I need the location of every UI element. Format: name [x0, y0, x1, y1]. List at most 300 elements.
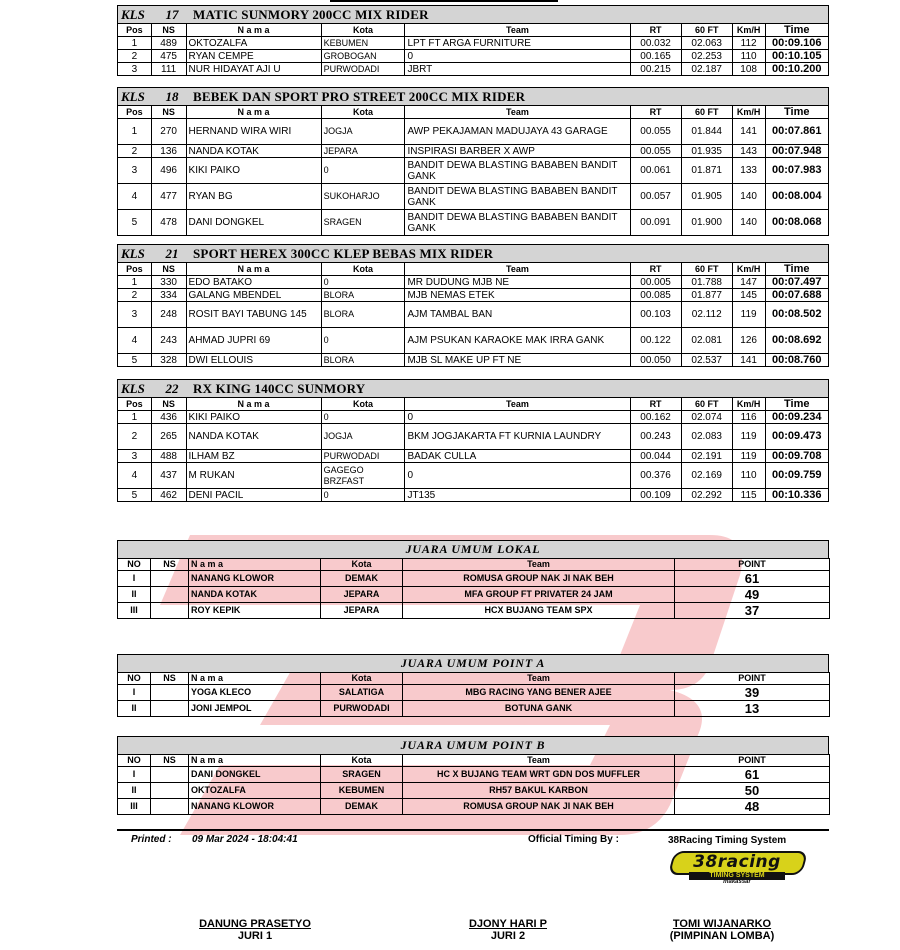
col-header-no: NO — [118, 559, 151, 571]
cell-ns: 437 — [151, 463, 186, 489]
racing-logo — [671, 851, 803, 885]
col-header-kota: Kota — [321, 755, 403, 767]
cell-time: 00:09.708 — [765, 450, 828, 463]
cell-point: 48 — [675, 799, 830, 815]
cell-ns — [151, 767, 189, 783]
cell-pos: 4 — [118, 463, 152, 489]
cell-nama: DWI ELLOUIS — [186, 354, 321, 367]
cell-ft: 01.935 — [681, 145, 732, 158]
table-row — [118, 210, 829, 236]
cell-ns: 462 — [151, 489, 186, 502]
cell-team: BANDIT DEWA BLASTING BABABEN BANDIT GANK — [405, 210, 630, 236]
table-header-row — [118, 398, 829, 411]
cell-time: 00:09.106 — [765, 37, 828, 50]
cell-team: BANDIT DEWA BLASTING BABABEN BANDIT GANK — [405, 184, 630, 210]
cell-nama: KIKI PAIKO — [186, 158, 321, 184]
cell-no: II — [118, 783, 151, 799]
table-row — [118, 411, 829, 424]
cell-ns — [151, 587, 189, 603]
class-block-3 — [117, 379, 829, 502]
col-header-nama: N a m a — [189, 755, 321, 767]
cell-kmh: 108 — [732, 63, 765, 76]
table-row — [118, 63, 829, 76]
cell-ns — [151, 799, 189, 815]
summary-title: JUARA UMUM POINT B — [117, 736, 829, 754]
cell-kota: JOGJA — [321, 424, 405, 450]
cell-ns: 111 — [151, 63, 186, 76]
cell-point: 39 — [675, 685, 830, 701]
cell-team: MJB NEMAS ETEK — [405, 289, 630, 302]
cell-kota: 0 — [321, 328, 405, 354]
cell-pos: 2 — [118, 50, 152, 63]
cell-team: BADAK CULLA — [405, 450, 630, 463]
table-row — [118, 328, 829, 354]
cell-nama: NANANG KLOWOR — [189, 799, 321, 815]
cell-kota: DEMAK — [321, 799, 403, 815]
cell-point: 13 — [675, 701, 830, 717]
cell-team: HC X BUJANG TEAM WRT GDN DOS MUFFLER — [403, 767, 675, 783]
col-header-kmh: Km/H — [732, 106, 765, 119]
signature-juri-2 — [408, 918, 608, 942]
summary-table — [117, 754, 830, 815]
cell-ft: 02.112 — [681, 302, 732, 328]
cell-team: INSPIRASI BARBER X AWP — [405, 145, 630, 158]
col-header-kota: Kota — [321, 263, 405, 276]
cell-pos: 5 — [118, 489, 152, 502]
cell-rt: 00.085 — [630, 289, 681, 302]
table-row — [118, 783, 830, 799]
cell-ns: 330 — [151, 276, 186, 289]
cell-kmh: 110 — [732, 50, 765, 63]
cell-nama: ILHAM BZ — [186, 450, 321, 463]
col-header-ft: 60 FT — [681, 398, 732, 411]
cell-kota: SRAGEN — [321, 767, 403, 783]
col-header-ft: 60 FT — [681, 106, 732, 119]
col-header-ns: NS — [151, 24, 186, 37]
cell-time: 00:07.948 — [765, 145, 828, 158]
summary-title: JUARA UMUM LOKAL — [117, 540, 829, 558]
cell-ns: 270 — [151, 119, 186, 145]
timing-system-name: 38Racing Timing System — [668, 835, 787, 846]
col-header-nama: N a m a — [186, 398, 321, 411]
cell-pos: 4 — [118, 184, 152, 210]
col-header-kmh: Km/H — [732, 398, 765, 411]
cell-time: 00:07.861 — [765, 119, 828, 145]
cell-time: 00:08.004 — [765, 184, 828, 210]
col-header-team: Team — [405, 263, 630, 276]
cell-ft: 01.844 — [681, 119, 732, 145]
cell-rt: 00.215 — [630, 63, 681, 76]
cell-kmh: 110 — [732, 463, 765, 489]
cell-nama: ROSIT BAYI TABUNG 145 — [186, 302, 321, 328]
cell-nama: ROY KEPIK — [189, 603, 321, 619]
col-header-time: Time — [765, 24, 828, 37]
summary-block-2 — [117, 736, 829, 815]
cell-kmh: 140 — [732, 184, 765, 210]
table-row — [118, 37, 829, 50]
cell-kmh: 141 — [732, 354, 765, 367]
cell-pos: 4 — [118, 328, 152, 354]
top-rule — [330, 0, 558, 2]
cell-kota: SUKOHARJO — [321, 184, 405, 210]
class-title: BEBEK DAN SPORT PRO STREET 200CC MIX RIDER — [193, 88, 526, 104]
results-table — [117, 23, 829, 76]
class-header — [117, 379, 829, 397]
class-number: 17 — [165, 6, 179, 22]
cell-kmh: 119 — [732, 450, 765, 463]
col-header-ns: NS — [151, 398, 186, 411]
class-title: MATIC SUNMORY 200CC MIX RIDER — [193, 6, 429, 22]
results-table — [117, 262, 829, 367]
col-header-nama: N a m a — [189, 559, 321, 571]
col-header-rt: RT — [630, 398, 681, 411]
cell-pos: 2 — [118, 289, 152, 302]
cell-ns: 248 — [151, 302, 186, 328]
cell-ft: 01.900 — [681, 210, 732, 236]
cell-team: MBG RACING YANG BENER AJEE — [403, 685, 675, 701]
cell-kmh: 115 — [732, 489, 765, 502]
cell-kmh: 119 — [732, 424, 765, 450]
summary-title: JUARA UMUM POINT A — [117, 654, 829, 672]
class-title: SPORT HEREX 300CC KLEP BEBAS MIX RIDER — [193, 245, 494, 261]
cell-nama: AHMAD JUPRI 69 — [186, 328, 321, 354]
table-header-row — [118, 559, 830, 571]
cell-rt: 00.103 — [630, 302, 681, 328]
cell-rt: 00.165 — [630, 50, 681, 63]
cell-time: 00:10.200 — [765, 63, 828, 76]
signature-juri-1 — [155, 918, 355, 942]
cell-ns: 496 — [151, 158, 186, 184]
col-header-kmh: Km/H — [732, 24, 765, 37]
table-row — [118, 685, 830, 701]
cell-no: II — [118, 587, 151, 603]
cell-kota: JEPARA — [321, 145, 405, 158]
cell-nama: RYAN BG — [186, 184, 321, 210]
signature-role: JURI 2 — [490, 930, 526, 942]
cell-team: MJB SL MAKE UP FT NE — [405, 354, 630, 367]
cell-rt: 00.044 — [630, 450, 681, 463]
cell-kota: GROBOGAN — [321, 50, 405, 63]
cell-ns — [151, 685, 189, 701]
cell-ns — [151, 783, 189, 799]
cell-kota: JEPARA — [321, 603, 403, 619]
cell-nama: NUR HIDAYAT AJI U — [186, 63, 321, 76]
cell-point: 37 — [675, 603, 830, 619]
cell-pos: 1 — [118, 119, 152, 145]
col-header-kmh: Km/H — [732, 263, 765, 276]
cell-time: 00:10.336 — [765, 489, 828, 502]
cell-time: 00:08.692 — [765, 328, 828, 354]
cell-kota: 0 — [321, 158, 405, 184]
cell-kota: DEMAK — [321, 571, 403, 587]
table-row — [118, 799, 830, 815]
col-header-kota: Kota — [321, 398, 405, 411]
cell-ns: 328 — [151, 354, 186, 367]
cell-ft: 02.191 — [681, 450, 732, 463]
cell-ft: 02.253 — [681, 50, 732, 63]
cell-team: AWP PEKAJAMAN MADUJAYA 43 GARAGE — [405, 119, 630, 145]
cell-point: 49 — [675, 587, 830, 603]
cell-nama: DANI DONGKEL — [189, 767, 321, 783]
cell-pos: 3 — [118, 302, 152, 328]
table-header-row — [118, 263, 829, 276]
cell-time: 00:07.688 — [765, 289, 828, 302]
cell-no: I — [118, 571, 151, 587]
cell-rt: 00.055 — [630, 119, 681, 145]
class-title: RX KING 140CC SUNMORY — [193, 380, 366, 396]
signature-name: DJONY HARI P — [468, 918, 548, 930]
col-header-kota: Kota — [321, 106, 405, 119]
logo-subtext: TIMING SYSTEM — [689, 872, 785, 880]
cell-kota: 0 — [321, 411, 405, 424]
table-header-row — [118, 106, 829, 119]
cell-nama: DENI PACIL — [186, 489, 321, 502]
col-header-ns: NS — [151, 755, 189, 767]
cell-nama: DANI DONGKEL — [186, 210, 321, 236]
cell-no: I — [118, 767, 151, 783]
col-header-team: Team — [403, 673, 675, 685]
cell-rt: 00.162 — [630, 411, 681, 424]
cell-team: 0 — [405, 463, 630, 489]
cell-nama: NANDA KOTAK — [186, 145, 321, 158]
cell-ft: 01.905 — [681, 184, 732, 210]
cell-ft: 02.081 — [681, 328, 732, 354]
table-row — [118, 767, 830, 783]
table-row — [118, 302, 829, 328]
cell-nama: NANANG KLOWOR — [189, 571, 321, 587]
col-header-ns: NS — [151, 559, 189, 571]
table-row — [118, 50, 829, 63]
cell-nama: GALANG MBENDEL — [186, 289, 321, 302]
cell-pos: 3 — [118, 63, 152, 76]
col-header-time: Time — [765, 263, 828, 276]
cell-team: HCX BUJANG TEAM SPX — [403, 603, 675, 619]
col-header-team: Team — [403, 755, 675, 767]
cell-team: ROMUSA GROUP NAK JI NAK BEH — [403, 799, 675, 815]
cell-kmh: 112 — [732, 37, 765, 50]
cell-no: III — [118, 799, 151, 815]
table-row — [118, 158, 829, 184]
cell-no: III — [118, 603, 151, 619]
cell-time: 00:08.502 — [765, 302, 828, 328]
col-header-time: Time — [765, 398, 828, 411]
cell-time: 00:07.983 — [765, 158, 828, 184]
cell-point: 50 — [675, 783, 830, 799]
class-number: 22 — [165, 380, 179, 396]
col-header-team: Team — [405, 398, 630, 411]
col-header-kota: Kota — [321, 673, 403, 685]
cell-rt: 00.032 — [630, 37, 681, 50]
cell-rt: 00.109 — [630, 489, 681, 502]
cell-kmh: 140 — [732, 210, 765, 236]
class-header — [117, 244, 829, 262]
cell-kota: 0 — [321, 489, 405, 502]
table-row — [118, 424, 829, 450]
cell-nama: KIKI PAIKO — [186, 411, 321, 424]
logo-city: makassar — [723, 879, 751, 885]
cell-kota: BLORA — [321, 289, 405, 302]
cell-kota: JOGJA — [321, 119, 405, 145]
cell-kmh: 141 — [732, 119, 765, 145]
class-block-0 — [117, 5, 829, 76]
summary-block-0 — [117, 540, 829, 619]
table-header-row — [118, 755, 830, 767]
cell-time: 00:09.759 — [765, 463, 828, 489]
cell-kota: PURWODADI — [321, 450, 405, 463]
class-kls-label: KLS — [121, 245, 145, 261]
cell-time: 00:09.234 — [765, 411, 828, 424]
table-header-row — [118, 673, 830, 685]
cell-ns: 136 — [151, 145, 186, 158]
cell-point: 61 — [675, 571, 830, 587]
results-table — [117, 397, 829, 502]
cell-ns — [151, 603, 189, 619]
col-header-rt: RT — [630, 24, 681, 37]
cell-nama: RYAN CEMPE — [186, 50, 321, 63]
cell-team: LPT FT ARGA FURNITURE — [405, 37, 630, 50]
cell-ft: 02.063 — [681, 37, 732, 50]
col-header-ns: NS — [151, 263, 186, 276]
cell-kota: JEPARA — [321, 587, 403, 603]
table-row — [118, 119, 829, 145]
cell-pos: 2 — [118, 424, 152, 450]
cell-ns — [151, 701, 189, 717]
cell-rt: 00.243 — [630, 424, 681, 450]
cell-pos: 1 — [118, 37, 152, 50]
cell-rt: 00.057 — [630, 184, 681, 210]
col-header-nama: N a m a — [186, 24, 321, 37]
cell-nama: JONI JEMPOL — [189, 701, 321, 717]
cell-team: BOTUNA GANK — [403, 701, 675, 717]
printed-value: 09 Mar 2024 - 18:04:41 — [192, 834, 298, 845]
cell-pos: 2 — [118, 145, 152, 158]
cell-team: 0 — [405, 411, 630, 424]
cell-team: JT135 — [405, 489, 630, 502]
cell-pos: 5 — [118, 210, 152, 236]
col-header-ns: NS — [151, 106, 186, 119]
cell-kota: BLORA — [321, 354, 405, 367]
table-row — [118, 489, 829, 502]
col-header-ns: NS — [151, 673, 189, 685]
cell-ft: 02.083 — [681, 424, 732, 450]
class-number: 21 — [165, 245, 179, 261]
cell-rt: 00.050 — [630, 354, 681, 367]
cell-kmh: 143 — [732, 145, 765, 158]
class-kls-label: KLS — [121, 6, 145, 22]
cell-ns: 436 — [151, 411, 186, 424]
cell-nama: OKTOZALFA — [189, 783, 321, 799]
cell-team: 0 — [405, 50, 630, 63]
cell-team: RH57 BAKUL KARBON — [403, 783, 675, 799]
cell-kmh: 147 — [732, 276, 765, 289]
cell-pos: 5 — [118, 354, 152, 367]
col-header-rt: RT — [630, 263, 681, 276]
col-header-team: Team — [403, 559, 675, 571]
cell-team: ROMUSA GROUP NAK JI NAK BEH — [403, 571, 675, 587]
cell-team: MFA GROUP FT PRIVATER 24 JAM — [403, 587, 675, 603]
cell-pos: 3 — [118, 158, 152, 184]
signature-name: DANUNG PRASETYO — [199, 918, 311, 930]
cell-no: I — [118, 685, 151, 701]
class-kls-label: KLS — [121, 88, 145, 104]
table-row — [118, 463, 829, 489]
cell-ft: 02.169 — [681, 463, 732, 489]
cell-time: 00:10.105 — [765, 50, 828, 63]
cell-rt: 00.061 — [630, 158, 681, 184]
cell-ns: 334 — [151, 289, 186, 302]
cell-nama: HERNAND WIRA WIRI — [186, 119, 321, 145]
cell-kota: GAGEGO BRZFAST — [321, 463, 405, 489]
signature-role: JURI 1 — [237, 930, 273, 942]
cell-ft: 01.788 — [681, 276, 732, 289]
cell-nama: OKTOZALFA — [186, 37, 321, 50]
cell-nama: NANDA KOTAK — [186, 424, 321, 450]
cell-team: AJM PSUKAN KARAOKE MAK IRRA GANK — [405, 328, 630, 354]
cell-time: 00:08.068 — [765, 210, 828, 236]
cell-ns: 475 — [151, 50, 186, 63]
table-row — [118, 184, 829, 210]
table-row — [118, 289, 829, 302]
table-row — [118, 603, 830, 619]
summary-table — [117, 558, 830, 619]
cell-rt: 00.091 — [630, 210, 681, 236]
col-header-point: POINT — [675, 673, 830, 685]
summary-block-1 — [117, 654, 829, 717]
col-header-nama: N a m a — [186, 106, 321, 119]
class-block-1 — [117, 87, 829, 236]
cell-pos: 3 — [118, 450, 152, 463]
cell-pos: 1 — [118, 411, 152, 424]
cell-kota: KEBUMEN — [321, 37, 405, 50]
cell-team: AJM TAMBAL BAN — [405, 302, 630, 328]
cell-kota: BLORA — [321, 302, 405, 328]
table-row — [118, 354, 829, 367]
cell-kmh: 116 — [732, 411, 765, 424]
cell-ns: 477 — [151, 184, 186, 210]
class-header — [117, 5, 829, 23]
cell-ns — [151, 571, 189, 587]
col-header-time: Time — [765, 106, 828, 119]
cell-rt: 00.005 — [630, 276, 681, 289]
class-kls-label: KLS — [121, 380, 145, 396]
col-header-nama: N a m a — [189, 673, 321, 685]
col-header-pos: Pos — [118, 106, 152, 119]
cell-ft: 02.292 — [681, 489, 732, 502]
cell-nama: NANDA KOTAK — [189, 587, 321, 603]
col-header-no: NO — [118, 673, 151, 685]
cell-nama: YOGA KLECO — [189, 685, 321, 701]
table-row — [118, 571, 830, 587]
cell-team: BKM JOGJAKARTA FT KURNIA LAUNDRY — [405, 424, 630, 450]
cell-no: II — [118, 701, 151, 717]
col-header-pos: Pos — [118, 398, 152, 411]
cell-kmh: 145 — [732, 289, 765, 302]
cell-ft: 02.537 — [681, 354, 732, 367]
cell-ft: 01.871 — [681, 158, 732, 184]
cell-kmh: 119 — [732, 302, 765, 328]
cell-kota: 0 — [321, 276, 405, 289]
cell-time: 00:09.473 — [765, 424, 828, 450]
col-header-ft: 60 FT — [681, 263, 732, 276]
class-block-2 — [117, 244, 829, 367]
table-row — [118, 145, 829, 158]
cell-ns: 243 — [151, 328, 186, 354]
official-timing-label: Official Timing By : — [528, 834, 619, 845]
col-header-pos: Pos — [118, 263, 152, 276]
cell-ft: 02.187 — [681, 63, 732, 76]
cell-ns: 478 — [151, 210, 186, 236]
col-header-pos: Pos — [118, 24, 152, 37]
